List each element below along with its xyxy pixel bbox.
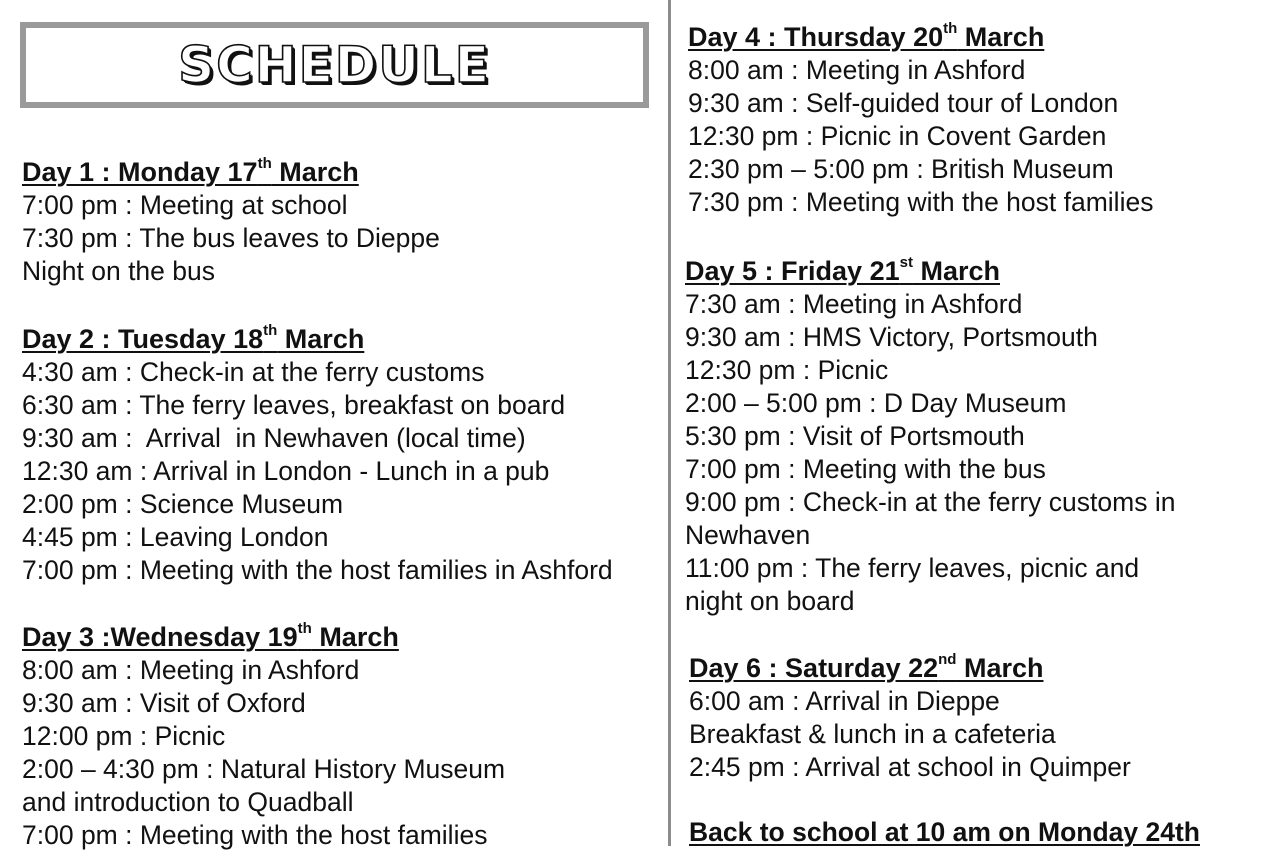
schedule-item: 2:00 pm : Science Museum xyxy=(22,489,344,519)
schedule-item: Breakfast & lunch in a cafeteria xyxy=(689,719,1056,749)
schedule-item: 7:00 pm : Meeting with the host families in Ashford xyxy=(22,555,613,585)
page-title: SCHEDULE xyxy=(178,35,491,94)
schedule-item: 8:00 am : Meeting in Ashford xyxy=(22,655,360,685)
schedule-item: 6:00 am : Arrival in Dieppe xyxy=(689,686,1000,716)
schedule-item: and introduction to Quadball xyxy=(22,787,354,817)
schedule-item: 9:30 am : HMS Victory, Portsmouth xyxy=(685,322,1098,352)
schedule-item: 9:00 pm : Check-in at the ferry customs in Newhaven xyxy=(685,487,1176,550)
day-4-section xyxy=(688,20,1153,219)
schedule-item: 12:00 pm : Picnic xyxy=(22,721,226,751)
schedule-item: 4:30 am : Check-in at the ferry customs xyxy=(22,357,485,387)
return-note: Back to school at 10 am on Monday 24th xyxy=(689,817,1200,847)
day-6-section xyxy=(689,651,1131,784)
day-1-section xyxy=(22,155,440,288)
schedule-item: 12:30 pm : Picnic xyxy=(685,355,889,385)
schedule-item: 5:30 pm : Visit of Portsmouth xyxy=(685,421,1025,451)
schedule-item: 8:00 am : Meeting in Ashford xyxy=(688,55,1026,85)
schedule-item: 4:45 pm : Leaving London xyxy=(22,522,329,552)
day-2-section xyxy=(22,322,613,587)
schedule-item: 2:00 – 5:00 pm : D Day Museum xyxy=(685,388,1067,418)
schedule-item: 7:30 pm : The bus leaves to Dieppe xyxy=(22,223,440,253)
schedule-item: 2:45 pm : Arrival at school in Quimper xyxy=(689,752,1131,782)
day-heading: Day 4 : Thursday 20th March xyxy=(688,20,1045,52)
schedule-item: 2:30 pm – 5:00 pm : British Museum xyxy=(688,154,1114,184)
schedule-item: 12:30 pm : Picnic in Covent Garden xyxy=(688,121,1107,151)
schedule-item: 7:00 pm : Meeting at school xyxy=(22,190,348,220)
schedule-item: 9:30 am : Self-guided tour of London xyxy=(688,88,1119,118)
schedule-item: 7:30 pm : Meeting with the host families xyxy=(688,187,1154,217)
day-3-section xyxy=(22,620,505,852)
column-divider xyxy=(668,0,671,846)
schedule-item: 7:30 am : Meeting in Ashford xyxy=(685,289,1023,319)
day-heading: Day 1 : Monday 17th March xyxy=(22,155,359,187)
schedule-item: Night on the bus xyxy=(22,256,215,286)
schedule-item: 11:00 pm : The ferry leaves, picnic and night on board xyxy=(685,553,1140,616)
schedule-item: 7:00 pm : Meeting with the host families xyxy=(22,820,488,850)
schedule-item: 7:00 pm : Meeting with the bus xyxy=(685,454,1046,484)
schedule-item: 2:00 – 4:30 pm : Natural History Museum xyxy=(22,754,506,784)
schedule-title-box xyxy=(20,22,649,108)
schedule-item: 9:30 am : Arrival in Newhaven (local time) xyxy=(22,423,526,453)
day-heading: Day 2 : Tuesday 18th March xyxy=(22,322,365,354)
schedule-item: 12:30 am : Arrival in London - Lunch in a pub xyxy=(22,456,550,486)
day-heading: Day 5 : Friday 21st March xyxy=(685,254,1000,286)
schedule-item: 6:30 am : The ferry leaves, breakfast on board xyxy=(22,390,566,420)
day-heading: Day 3 :Wednesday 19th March xyxy=(22,620,399,652)
day-5-section xyxy=(685,254,1225,618)
schedule-item: 9:30 am : Visit of Oxford xyxy=(22,688,306,718)
day-heading: Day 6 : Saturday 22nd March xyxy=(689,651,1044,683)
